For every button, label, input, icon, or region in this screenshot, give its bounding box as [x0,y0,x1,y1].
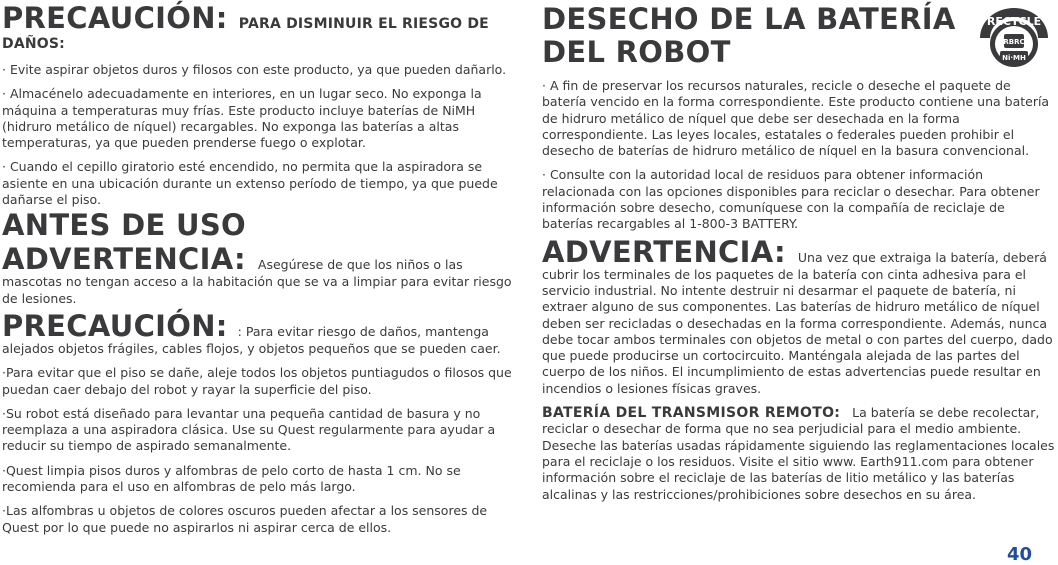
disposal-item: · A fin de preservar los recursos naturales, recicle o deseche el paquete de batería vencido en la forma correspondiente. Este producto contiene una batería de hidruro metálico de níquel que debe ser desechada en la forma correspondiente. Las leyes locales, estatales o federales pueden prohibir el desecho de baterías de hidruro metálico de níquel en la basura convencional. [542,78,1050,159]
remote-battery-heading: BATERÍA DEL TRANSMISOR REMOTO: [542,405,841,422]
precaution-2-block [2,308,512,357]
precaution-1-heading: PRECAUCIÓN: [2,1,228,35]
precaution-2-text: : Para evitar riesgo de daños, mantenga alejados objetos frágiles, cables flojos, y objetos pequeños que se pueden caer. [2,323,501,356]
disposal-heading [542,3,982,69]
disposal-heading-line-2: DEL ROBOT [542,35,731,69]
right-column [542,0,1056,503]
warning-block-left [2,244,512,307]
warning-heading-left: ADVERTENCIA: [2,242,246,277]
precaution-2-item: ·Quest limpia pisos duros y alfombras de pelo corto de hasta 1 cm. No se recomienda para el uso en alfombras de pelo más largo. [2,462,461,495]
before-use-heading: ANTES DE USO [2,208,246,243]
precaution-1-item: · Almacénelo adecuadamente en interiores, en un lugar seco. No exponga la máquina a temperaturas muy frías. Este producto incluye baterías de NiMH (hidruro metálico de níquel) recargables. No exponga las baterías a altas temperaturas, ya que pueden prenderse fuego o explotar. [2,86,482,151]
disposal-item: · Consulte con la autoridad local de residuos para obtener información relacionada con las opciones disponibles para reciclar o desechar. Para obtener información sobre desecho, comuníquese con la compañía de reciclaje de baterías recargables al 1-800-3 BATTERY. [542,167,1040,232]
precaution-1-item: · Evite aspirar objetos duros y filosos con este producto, ya que pueden dañarlo. [2,62,507,77]
precaution-1-item: · Cuando el cepillo giratorio esté encendido, no permita que la aspiradora se asiente en una ubicación durante un extenso período de tiempo, ya que puede dañarse el piso. [2,159,498,208]
page-number: 40 [1006,544,1032,565]
recycle-logo-top: RECYCLE [986,15,1042,28]
remote-battery-text: La batería se debe recolectar, reciclar o desechar de forma que no sea perjudicial para el medio ambiente. Deseche las baterías usadas rápidamente siguiendo las reglamentaciones locales para el reciclaje o los residuos. Visite el sitio www. Earth911.com para obtener información sobre el reciclaje de las baterías de litio metálico y las baterías alcalinas y las restricciones/prohibiciones sobre desechos en su área. [542,405,1055,502]
precaution-1-subheading: PARA DISMINUIR EL RIESGO DE DAÑOS: [2,16,489,52]
warning-block-right [542,234,1056,397]
remote-battery-block [542,405,1056,503]
warning-heading-right: ADVERTENCIA: [542,234,786,269]
left-column [2,0,512,536]
rbrc-recycle-logo-icon [976,4,1052,70]
warning-text-right: Una vez que extraiga la batería, deberá cubrir los terminales de los paquetes de la batería con cinta adhesiva para el servicio industrial. No intente destruir ni desarmar el paquete de batería, ni extraer alguno de sus componentes. Las baterías de hidruro metálico de níquel deben ser recicladas o desechadas en la forma correspondiente. Además, nunca debe tocar ambos terminales con objetos de metal o con partes del cuerpo, dado que puede producirse un cortocircuito. Manténgala alejada de las partes del cuerpo de los niños. El incumplimiento de estas advertencias puede resultar en incendios o lesiones físicas graves. [542,249,1053,396]
precaution-2-item: ·Las alfombras u objetos de colores oscuros pueden afectar a los sensores de Quest por lo que puede no aspirarlos ni aspirar cerca de ellos. [2,503,488,535]
precaution-1-block [2,3,512,52]
precaution-2-heading: PRECAUCIÓN: [2,308,228,343]
precaution-2-item: ·Para evitar que el piso se dañe, aleje todos los objetos puntiagudos o filosos que puedan caer debajo del robot y rayar la superficie del piso. [2,365,512,397]
recycle-logo-bottom: Ni·MH [1002,54,1026,62]
recycle-logo-middle: RBRC [1003,38,1025,46]
precaution-2-item: ·Su robot está diseñado para levantar una pequeña cantidad de basura y no reemplaza a una aspiradora clásica. Use su Quest regularmente para ayudar a reducir su tiempo de aspirado semanalmente. [2,405,496,454]
disposal-heading-line-1: DESECHO DE LA BATERÍA [542,2,956,36]
warning-text-left: Asegúrese de que los niños o las mascotas no tengan acceso a la habitación que se va a limpiar para evitar riesgo de lesiones. [2,257,512,306]
